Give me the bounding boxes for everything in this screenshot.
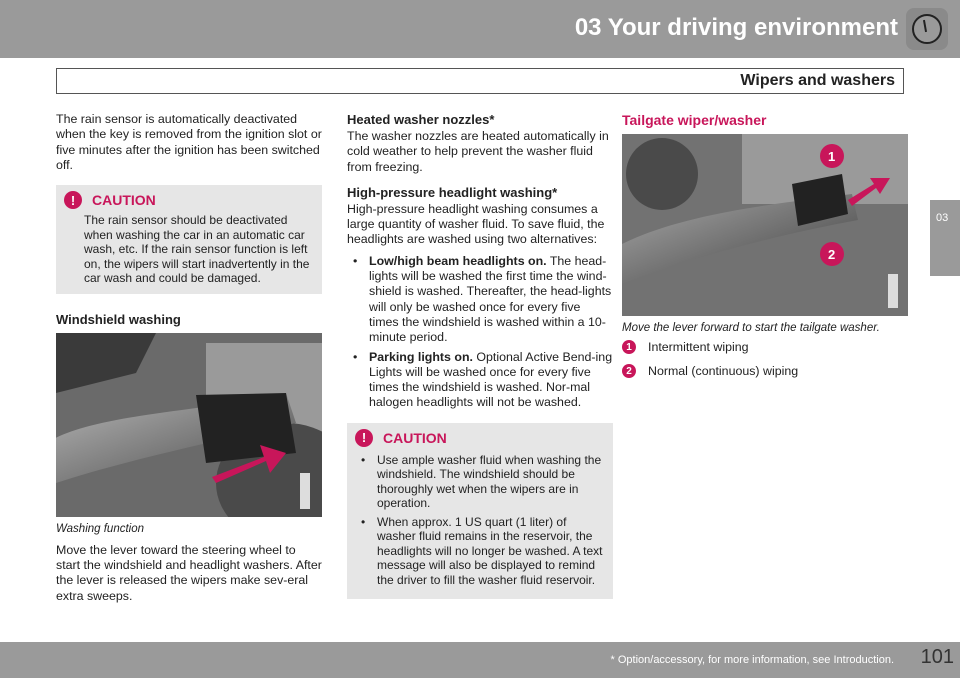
warning-icon: ! (64, 191, 82, 209)
heated-nozzles-heading: Heated washer nozzles* (347, 112, 495, 127)
number-badge: 1 (622, 340, 636, 354)
caution-text: The rain sensor should be deactivated when washing the car in an automatic car wash, etc. If the rain sensor function is left on, the wipers will start inadvertently in the car wash and could be damaged. (84, 213, 310, 286)
column-left (56, 112, 322, 604)
list-item (622, 364, 908, 378)
chapter-tab[interactable] (930, 200, 960, 276)
number-badge: 2 (622, 364, 636, 378)
washing-function-figure (56, 333, 322, 517)
caution-title: CAUTION (92, 192, 156, 209)
chapter-title: 03 Your driving environment (574, 14, 898, 41)
caution-box (56, 185, 322, 294)
warning-icon: ! (355, 429, 373, 447)
legend-list (622, 340, 908, 378)
steering-lever-illustration (56, 333, 322, 517)
speedometer-icon (906, 8, 948, 50)
section-title: Wipers and washers (740, 72, 895, 89)
figure-caption: Washing function (56, 522, 145, 535)
heated-nozzles-text: The washer nozzles are heated automatically in cold weather to help prevent the washer fluid from freezing. (347, 129, 609, 174)
tailgate-heading: Tailgate wiper/washer (622, 112, 767, 128)
figure-caption: Move the lever forward to start the tailgate washer. (622, 322, 880, 334)
list-item: • Use ample washer fluid when washing the windshield. The windshield should be thoroughly wet when the wipers are in operation. (361, 452, 602, 511)
section-header (56, 68, 904, 94)
tailgate-lever-illustration (622, 134, 908, 316)
windshield-washing-heading: Windshield washing (56, 311, 181, 327)
caution-box (347, 423, 613, 600)
legend-label: Normal (continuous) wiping (648, 364, 799, 378)
chapter-tab-label: 03 (936, 212, 949, 224)
list-item: • Low/high beam headlights on. The head-lights will be washed the first time the wind-shield is washed. Thereafter, the head-lights will only be washed once for every five times the windshield is washed within a 10-minute period. (353, 253, 612, 345)
windshield-washing-text: Move the lever toward the steering wheel to start the windshield and headlight washers. After the lever is released the wipers make sev-eral extra sweeps. (56, 542, 322, 603)
rain-sensor-text: The rain sensor is automatically deactivated when the key is removed from the ignition slot or five minutes after the ignition has been switched off. (56, 112, 322, 172)
list-item (622, 340, 908, 354)
list-item: • When approx. 1 US quart (1 liter) of washer fluid remains in the reservoir, the headlights will no longer be washed. A text message will also be displayed to remind the driver to fill the washer fluid reservoir. (361, 514, 603, 587)
svg-text:1: 1 (828, 149, 836, 164)
column-right (622, 112, 908, 378)
list-item: • Parking lights on. Optional Active Bend-ing Lights will be washed once for every five times the windshield is washed. Nor-mal halogen headlights will not be washed. (353, 349, 613, 410)
page-footer (0, 642, 960, 678)
svg-text:2: 2 (828, 247, 836, 262)
legend-label: Intermittent wiping (648, 340, 749, 354)
caution-list (355, 453, 605, 588)
high-pressure-heading: High-pressure headlight washing* (347, 184, 558, 200)
tailgate-figure (622, 134, 908, 316)
page-number: 101 (920, 646, 954, 668)
footnote: * Option/accessory, for more information, see Introduction. (610, 654, 894, 666)
column-middle (347, 112, 613, 599)
headlight-options-list (347, 254, 613, 411)
chapter-header (0, 0, 960, 58)
high-pressure-text: High-pressure headlight washing consumes a large quantity of washer fluid. To save fluid, the headlights are washed using two alternatives: (347, 201, 605, 247)
caution-title: CAUTION (383, 429, 447, 446)
